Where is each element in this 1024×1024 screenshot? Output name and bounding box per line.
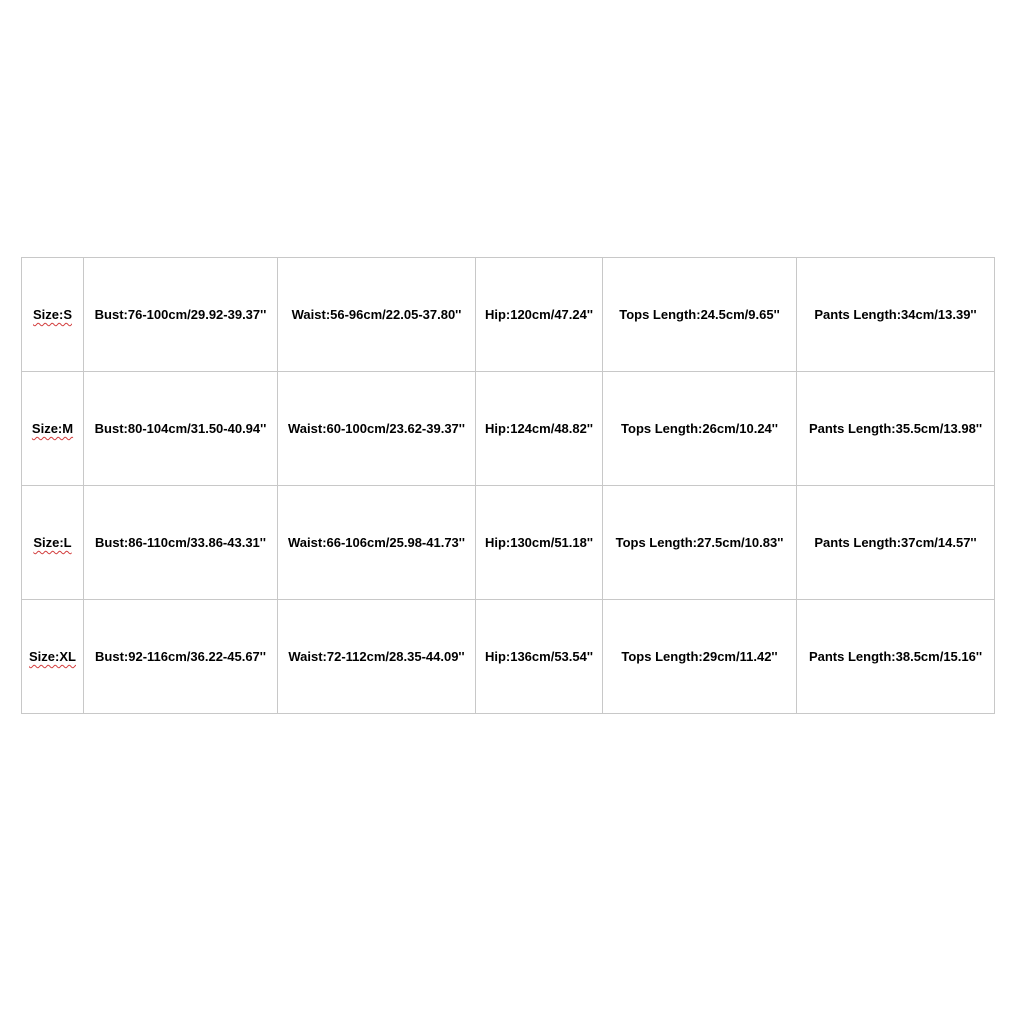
pants-length-cell: Pants Length:35.5cm/13.98'' bbox=[797, 372, 995, 486]
table-row-size-s bbox=[22, 258, 995, 372]
size-cell bbox=[22, 258, 84, 372]
pants-length-cell: Pants Length:37cm/14.57'' bbox=[797, 486, 995, 600]
hip-cell: Hip:120cm/47.24'' bbox=[476, 258, 603, 372]
size-label: Size:M bbox=[31, 421, 74, 436]
waist-cell: Waist:66-106cm/25.98-41.73'' bbox=[278, 486, 476, 600]
bust-cell: Bust:92-116cm/36.22-45.67'' bbox=[84, 600, 278, 714]
size-cell bbox=[22, 486, 84, 600]
tops-length-cell: Tops Length:27.5cm/10.83'' bbox=[603, 486, 797, 600]
bust-cell: Bust:80-104cm/31.50-40.94'' bbox=[84, 372, 278, 486]
waist-cell: Waist:72-112cm/28.35-44.09'' bbox=[278, 600, 476, 714]
table-row-size-l bbox=[22, 486, 995, 600]
table-row-size-m bbox=[22, 372, 995, 486]
size-cell bbox=[22, 600, 84, 714]
size-label: Size:XL bbox=[29, 649, 76, 664]
bust-cell: Bust:86-110cm/33.86-43.31'' bbox=[84, 486, 278, 600]
pants-length-cell: Pants Length:34cm/13.39'' bbox=[797, 258, 995, 372]
waist-cell: Waist:56-96cm/22.05-37.80'' bbox=[278, 258, 476, 372]
size-chart-table bbox=[21, 257, 995, 714]
size-label: Size:L bbox=[33, 535, 72, 550]
tops-length-cell: Tops Length:29cm/11.42'' bbox=[603, 600, 797, 714]
hip-cell: Hip:130cm/51.18'' bbox=[476, 486, 603, 600]
table-row-size-xl bbox=[22, 600, 995, 714]
size-cell bbox=[22, 372, 84, 486]
hip-cell: Hip:124cm/48.82'' bbox=[476, 372, 603, 486]
waist-cell: Waist:60-100cm/23.62-39.37'' bbox=[278, 372, 476, 486]
pants-length-cell: Pants Length:38.5cm/15.16'' bbox=[797, 600, 995, 714]
hip-cell: Hip:136cm/53.54'' bbox=[476, 600, 603, 714]
bust-cell: Bust:76-100cm/29.92-39.37'' bbox=[84, 258, 278, 372]
tops-length-cell: Tops Length:24.5cm/9.65'' bbox=[603, 258, 797, 372]
tops-length-cell: Tops Length:26cm/10.24'' bbox=[603, 372, 797, 486]
size-label: Size:S bbox=[32, 307, 72, 322]
